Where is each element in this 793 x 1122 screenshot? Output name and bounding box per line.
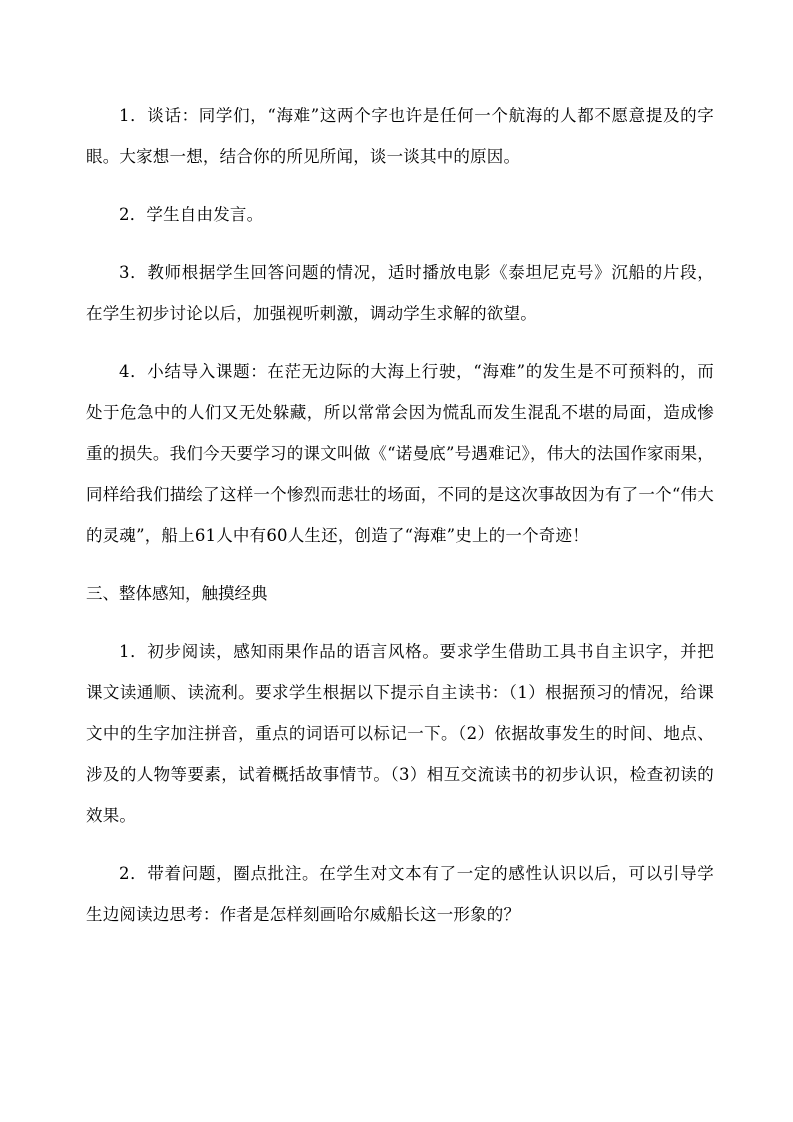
section-heading: 三、整体感知，触摸经典 — [86, 584, 268, 603]
paragraph-4: 4．小结导入课题：在茫无边际的大海上行驶，“海难”的发生是不可预料的，而处于危急中的人们又无处躲藏，所以常常会因为慌乱而发生混乱不堪的局面，造成惨重的损失。我们今天要学习的课文叫做《“诺曼底”号遇难记》，伟大的法国作家雨果，同样给我们描绘了这样一个惨烈而悲壮的场面，不同的是这次事故因为有了一个“伟大的灵魂”，船上61人中有60人生还，创造了“海难”史上的一个奇迹！ — [86, 362, 714, 545]
section-paragraph-2: 2．带着问题，圈点批注。在学生对文本有了一定的感性认识以后，可以引导学生边阅读边思考：作者是怎样刻画哈尔威船长这一形象的？ — [86, 864, 714, 924]
section-paragraph-1: 1．初步阅读，感知雨果作品的语言风格。要求学生借助工具书自主识字，并把课文读通顺、读流利。要求学生根据以下提示自主读书：（1）根据预习的情况，给课文中的生字加注拼音，重点的词语可以标记一下。（2）依据故事发生的时间、地点、涉及的人物等要素，试着概括故事情节。（3）相互交流读书的初步认识，检查初读的效果。 — [86, 642, 714, 825]
paragraph-1: 1．谈话：同学们，“海难”这两个字也许是任何一个航海的人都不愿意提及的字眼。大家想一想，结合你的所见所闻，谈一谈其中的原因。 — [86, 106, 714, 166]
paragraph-3: 3．教师根据学生回答问题的情况，适时播放电影《泰坦尼克号》沉船的片段，在学生初步讨论以后，加强视听刺激，调动学生求解的欲望。 — [86, 263, 714, 323]
paragraph-2: 2．学生自由发言。 — [119, 205, 264, 224]
document-page — [86, 95, 714, 935]
